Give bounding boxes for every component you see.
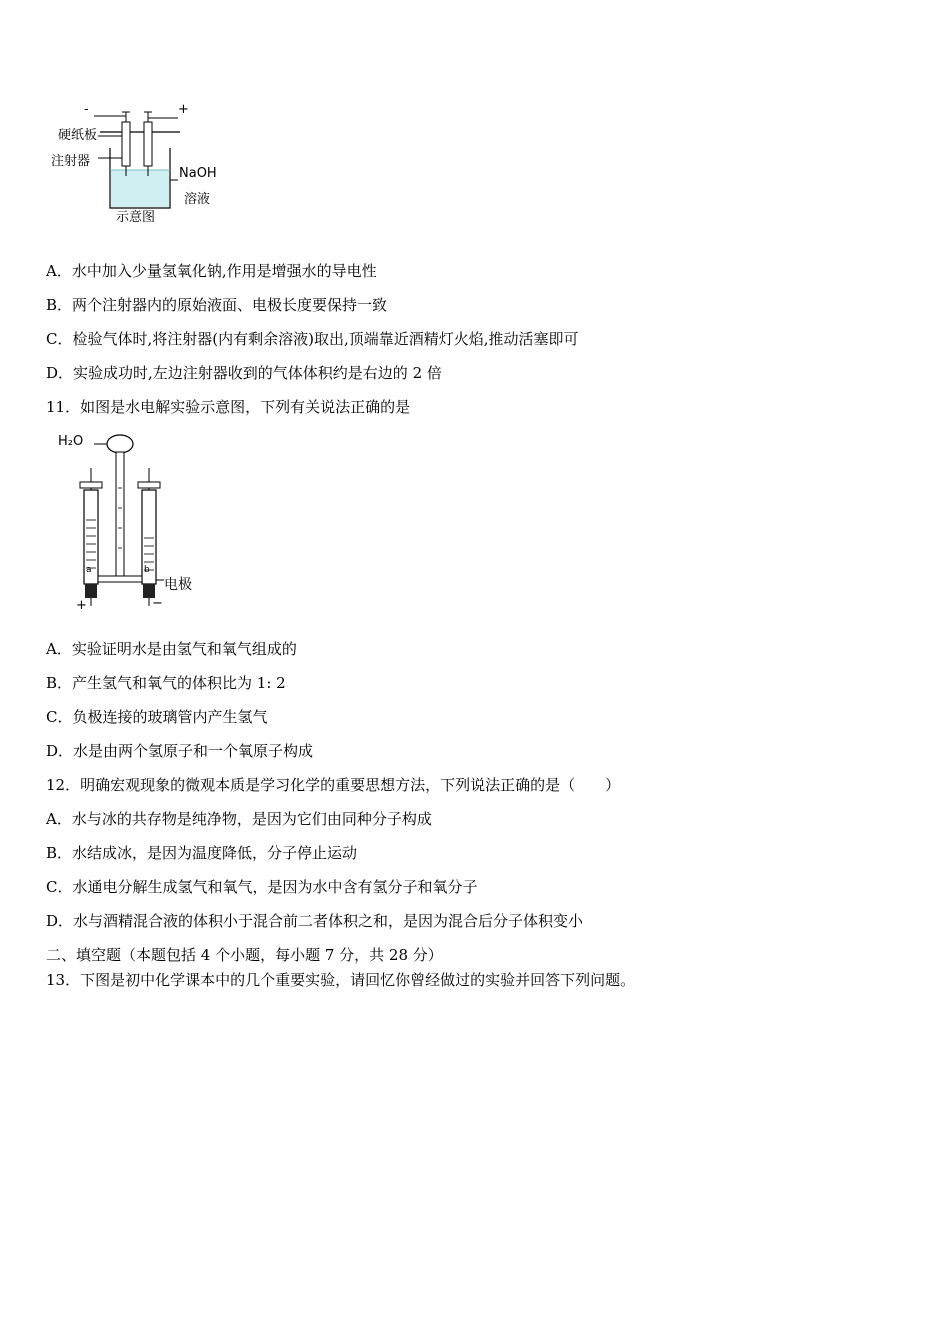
syringe-label: 注射器 bbox=[51, 154, 91, 169]
q10-option-b: B．两个注射器内的原始液面、电极长度要保持一致 bbox=[46, 296, 388, 314]
figure-syringe-electrolysis bbox=[48, 102, 238, 233]
q12-option-d: D．水与酒精混合液的体积小于混合前二者体积之和，是因为混合后分子体积变小 bbox=[46, 912, 584, 930]
q11-stem: 11．如图是水电解实验示意图，下列有关说法正确的是 bbox=[46, 398, 411, 416]
h2o-label: H₂O bbox=[58, 434, 84, 449]
q11-option-b: B．产生氢气和氧气的体积比为 1: 2 bbox=[46, 674, 286, 692]
q10-option-c: C．检验气体时,将注射器(内有剩余溶液)取出,顶端靠近酒精灯火焰,推动活塞即可 bbox=[46, 330, 579, 348]
plus-sign-label: + bbox=[178, 102, 189, 117]
naoh-label: NaOH bbox=[179, 166, 217, 181]
q11-option-a: A．实验证明水是由氢气和氧气组成的 bbox=[46, 640, 297, 658]
q12-option-c: C．水通电分解生成氢气和氧气，是因为水中含有氢分子和氧分子 bbox=[46, 878, 478, 896]
caption-label: 示意图 bbox=[116, 210, 156, 225]
cardboard-label: 硬纸板 bbox=[58, 128, 98, 143]
tube-b-label: b bbox=[144, 565, 150, 575]
q11-option-d: D．水是由两个氢原子和一个氧原子构成 bbox=[46, 742, 314, 760]
tube-a-label: a bbox=[86, 565, 92, 575]
q12-option-b: B．水结成冰，是因为温度降低，分子停止运动 bbox=[46, 844, 358, 862]
q12-stem: 12．明确宏观现象的微观本质是学习化学的重要思想方法，下列说法正确的是（ ） bbox=[46, 776, 621, 794]
q10-option-d: D．实验成功时,左边注射器收到的气体体积约是右边的 2 倍 bbox=[46, 364, 442, 382]
solution-label: 溶液 bbox=[184, 192, 211, 207]
q12-option-a: A．水与冰的共存物是纯净物，是因为它们由同种分子构成 bbox=[46, 810, 432, 828]
positive-terminal-label: + bbox=[76, 598, 87, 613]
section-heading: 二、填空题（本题包括 4 个小题，每小题 7 分，共 28 分） bbox=[46, 946, 443, 964]
q13-stem: 13．下图是初中化学课本中的几个重要实验，请回忆你曾经做过的实验并回答下列问题。 bbox=[46, 971, 636, 989]
q11-option-c: C．负极连接的玻璃管内产生氢气 bbox=[46, 708, 268, 726]
negative-terminal-label: − bbox=[152, 596, 163, 611]
electrode-label: 电极 bbox=[164, 577, 192, 593]
figure-water-electrolysis bbox=[56, 428, 206, 616]
q10-option-a: A．水中加入少量氢氧化钠,作用是增强水的导电性 bbox=[46, 262, 377, 280]
minus-sign-label: - bbox=[84, 102, 89, 117]
